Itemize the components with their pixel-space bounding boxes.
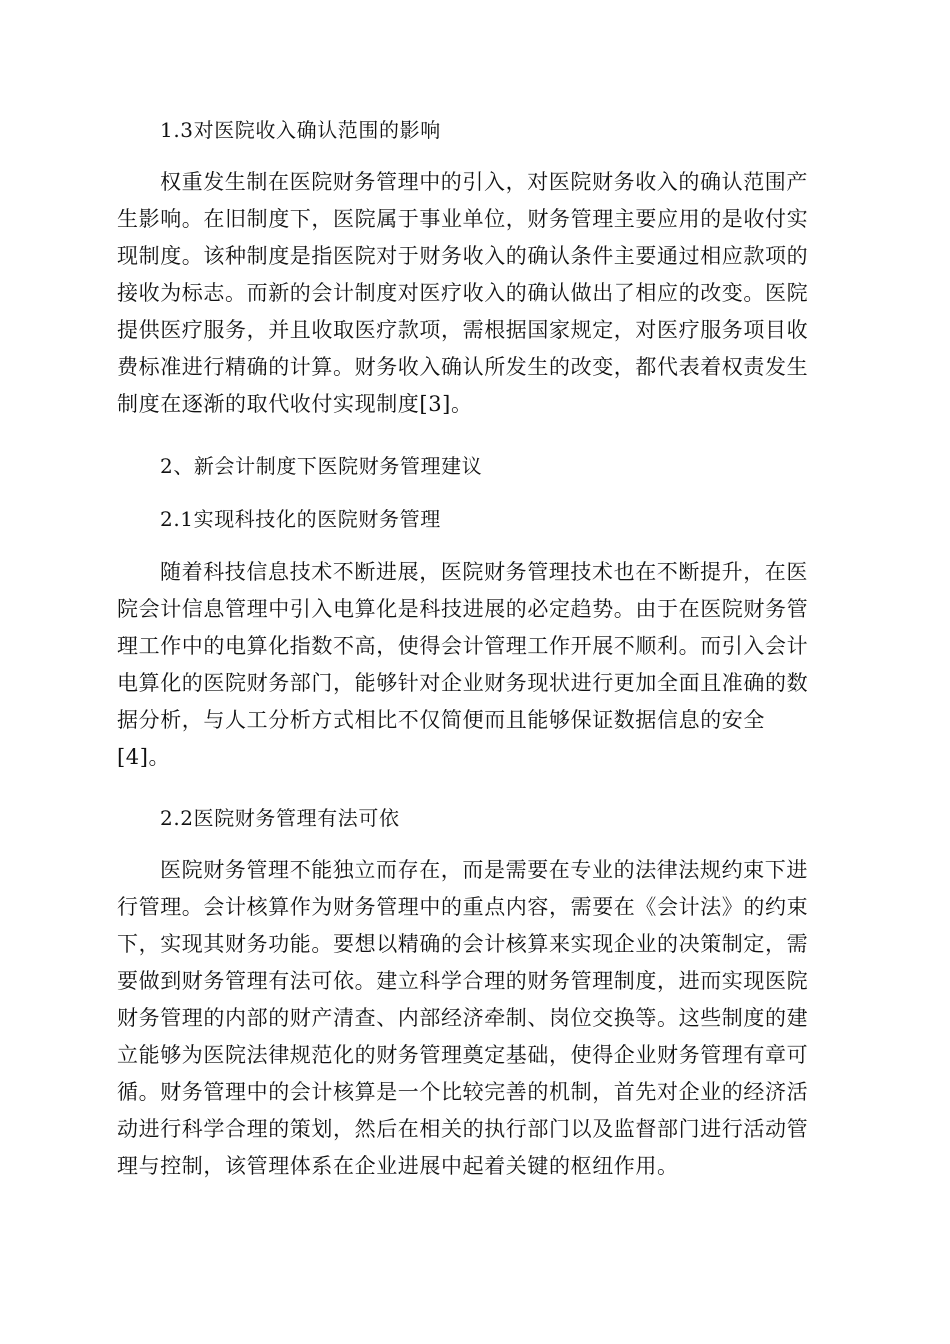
paragraph-line: 费标准进行精确的计算。财务收入确认所发生的改变，都代表着权责发生 — [117, 355, 809, 379]
paragraph-line: 理与控制，该管理体系在企业进展中起着关键的枢纽作用。 — [117, 1154, 679, 1178]
paragraph-line: 提供医疗服务，并且收取医疗款项，需根据国家规定，对医疗服务项目收 — [117, 318, 809, 342]
paragraph-line: 循。财务管理中的会计核算是一个比较完善的机制，首先对企业的经济活 — [117, 1080, 809, 1104]
paragraph-line: 财务管理的内部的财产清查、内部经济牵制、岗位交换等。这些制度的建 — [117, 1006, 809, 1030]
paragraph-line: 动进行科学合理的策划，然后在相关的执行部门以及监督部门进行活动管 — [117, 1117, 809, 1141]
paragraph-line: 医院财务管理不能独立而存在，而是需要在专业的法律法规约束下进 — [160, 858, 808, 882]
paragraph-line: 行管理。会计核算作为财务管理中的重点内容，需要在《会计法》的约束 — [117, 895, 809, 919]
section-heading-2: 2、新会计制度下医院财务管理建议 — [160, 454, 483, 478]
section-heading-2-2: 2.2医院财务管理有法可依 — [160, 806, 400, 830]
paragraph-line: 接收为标志。而新的会计制度对医疗收入的确认做出了相应的改变。医院 — [117, 281, 809, 305]
paragraph-line: 制度在逐渐的取代收付实现制度[3]。 — [117, 392, 473, 416]
paragraph-line: 院会计信息管理中引入电算化是科技进展的必定趋势。由于在医院财务管 — [117, 597, 809, 621]
paragraph-line: 理工作中的电算化指数不高，使得会计管理工作开展不顺利。而引入会计 — [117, 634, 809, 658]
paragraph-line: 立能够为医院法律规范化的财务管理奠定基础，使得企业财务管理有章可 — [117, 1043, 809, 1067]
paragraph-line: 随着科技信息技术不断进展，医院财务管理技术也在不断提升，在医 — [160, 560, 808, 584]
paragraph-line: 下，实现其财务功能。要想以精确的会计核算来实现企业的决策制定，需 — [117, 932, 809, 956]
paragraph-line: 要做到财务管理有法可依。建立科学合理的财务管理制度，进而实现医院 — [117, 969, 809, 993]
section-heading-2-1: 2.1实现科技化的医院财务管理 — [160, 507, 441, 531]
paragraph-line: 权重发生制在医院财务管理中的引入，对医院财务收入的确认范围产 — [160, 170, 808, 194]
paragraph-line: [4]。 — [117, 745, 171, 769]
paragraph-line: 现制度。该种制度是指医院对于财务收入的确认条件主要通过相应款项的 — [117, 244, 809, 268]
section-heading-1-3: 1.3对医院收入确认范围的影响 — [160, 118, 441, 142]
paragraph-line: 电算化的医院财务部门，能够针对企业财务现状进行更加全面且准确的数 — [117, 671, 809, 695]
paragraph-line: 据分析，与人工分析方式相比不仅简便而且能够保证数据信息的安全 — [117, 708, 765, 732]
paragraph-line: 生影响。在旧制度下，医院属于事业单位，财务管理主要应用的是收付实 — [117, 207, 809, 231]
